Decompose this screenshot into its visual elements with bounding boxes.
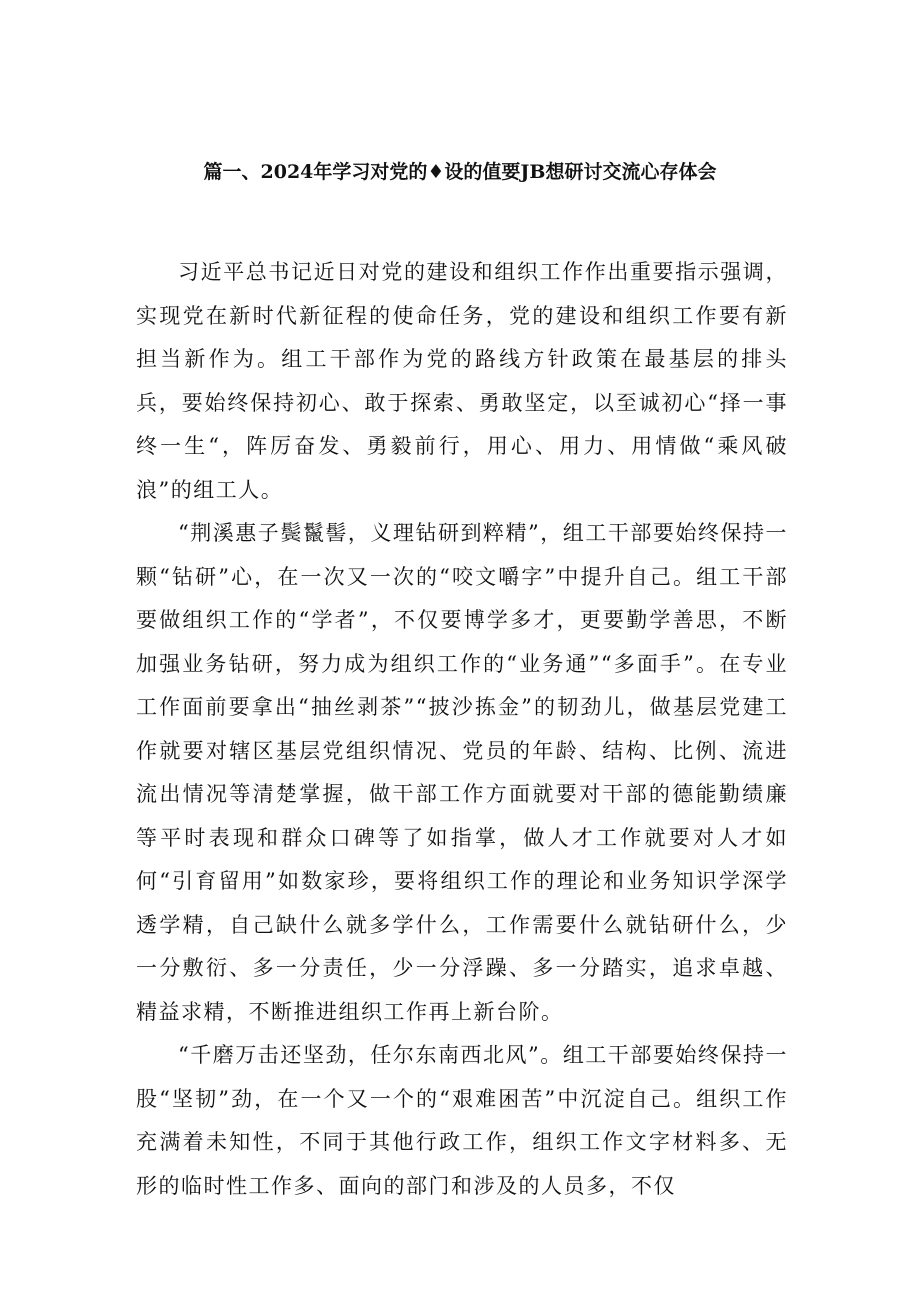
document-title: 篇一、2024年学习对党的♦设的值要JB想研讨交流心存体会: [203, 161, 717, 183]
paragraph-3: “千磨万击还坚劲，任尔东南西北风”。组工干部要始终保持一股“坚韧”劲，在一个又一个的“艰难困苦”中沉淀自己。组织工作充满着未知性，不同于其他行政工作，组织工作文字材料多、无形的临时性工作多、面向的部门和涉及的人员多，不仅: [136, 1043, 788, 1198]
paragraph-1: 习近平总书记近日对党的建设和组织工作作出重要指示强调，实现党在新时代新征程的使命任务，党的建设和组织工作要有新担当新作为。组工干部作为党的路线方针政策在最基层的排头兵，要始终保持初心、敢于探索、勇敢坚定，以至诚初心“择一事终一生“，阵厉奋发、勇毅前行，用心、用力、用情做“乘风破浪”的组工人。: [136, 260, 788, 502]
document-body: [136, 251, 788, 1208]
paragraph-2: “荆溪惠子鬓鬣髻，义理钻研到粹精”，组工干部要始终保持一颗“钻研”心，在一次又一次的“咬文嚼字”中提升自己。组工干部要做组织工作的“学者”，不仅要博学多才，更要勤学善思，不断加强业务钻研，努力成为组织工作的“业务通”“多面手”。在专业工作面前要拿出“抽丝剥茶”“披沙拣金”的韧劲儿，做基层党建工作就要对辖区基层党组织情况、党员的年龄、结构、比例、流进流出情况等清楚掌握，做干部工作方面就要对干部的德能勤绩廉等平时表现和群众口碑等了如指掌，做人才工作就要对人才如何“引育留用”如数家珍，要将组织工作的理论和业务知识学深学透学精，自己缺什么就多学什么，工作需要什么就钻研什么，少一分敷衍、多一分责任，少一分浮躁、多一分踏实，追求卓越、精益求精，不断推进组织工作再上新台阶。: [136, 521, 788, 1024]
